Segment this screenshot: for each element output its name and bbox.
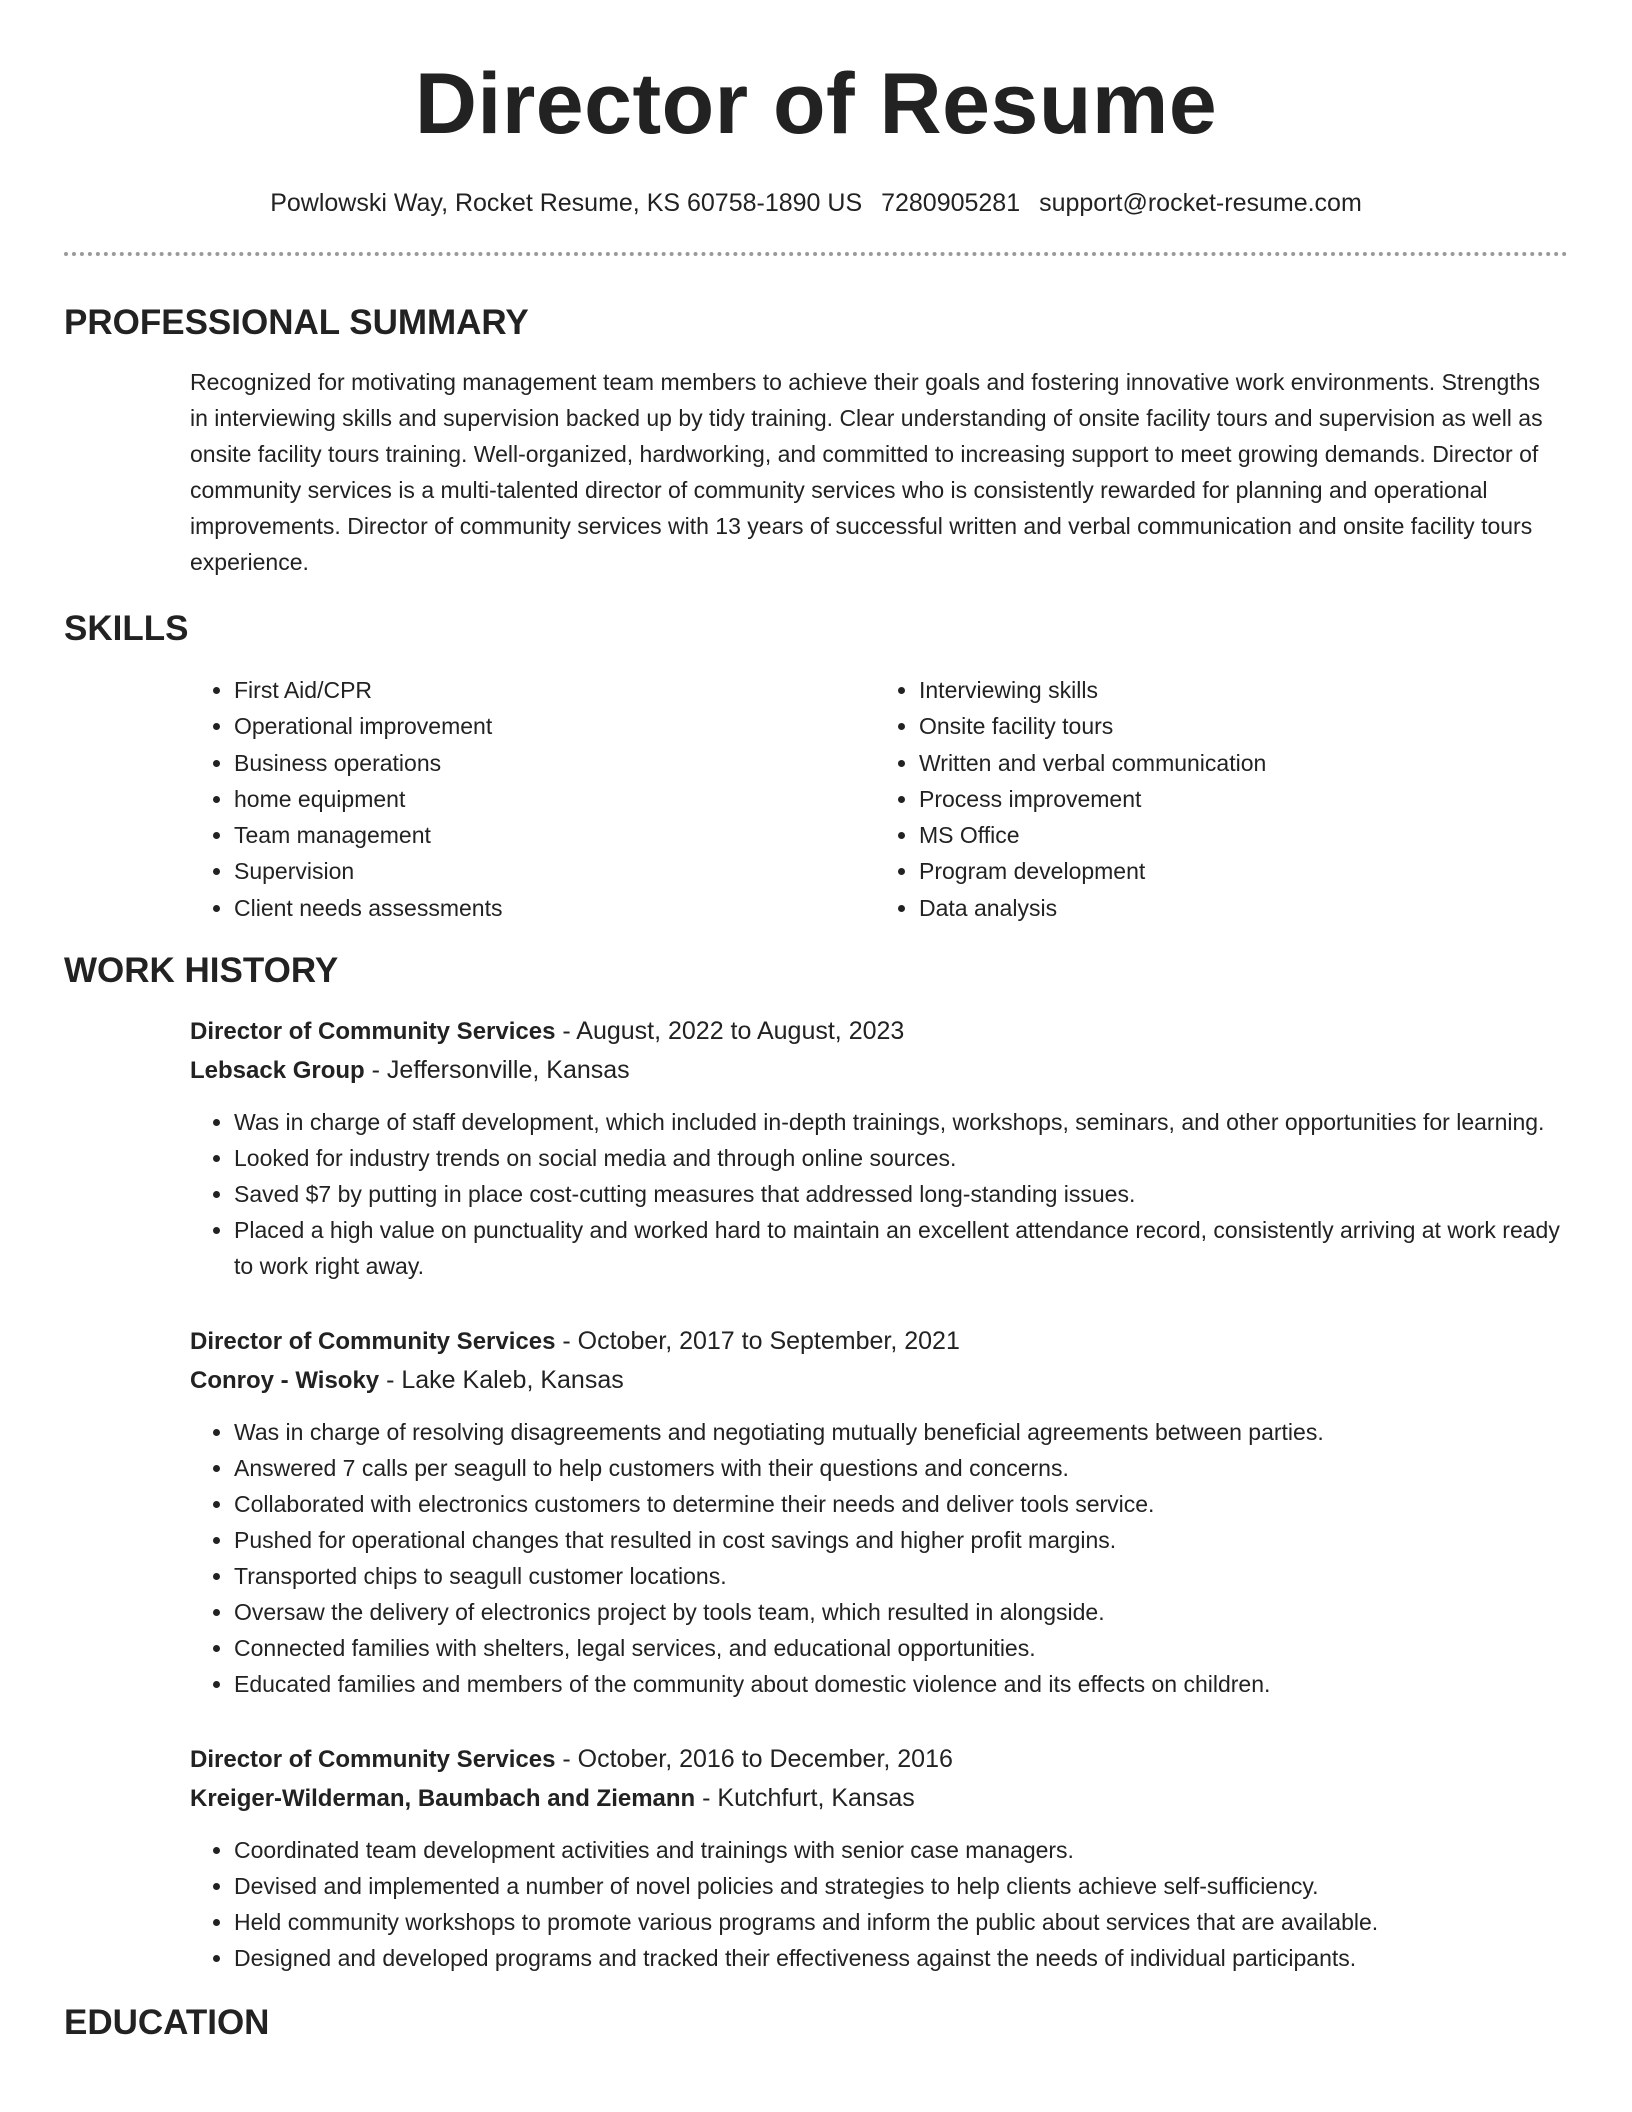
contact-email: support@rocket-resume.com xyxy=(1039,189,1362,217)
job-bullet: • Placed a high value on punctuality and worked hard to maintain an excellent attendance record, consistently arriving at work ready to work right away. xyxy=(234,1212,1560,1284)
job-role: Director of Community Services xyxy=(190,1328,556,1356)
skill-item: • Business operations xyxy=(234,745,875,781)
job-company-line xyxy=(190,1361,1560,1400)
job-entry xyxy=(64,1322,1568,1702)
skill-item: • Operational improvement xyxy=(234,708,875,744)
job-entry xyxy=(64,1740,1568,1976)
skill-item: • MS Office xyxy=(919,817,1560,853)
skill-item: • Interviewing skills xyxy=(919,672,1560,708)
summary-section xyxy=(64,302,1568,580)
summary-title: PROFESSIONAL SUMMARY xyxy=(64,303,529,342)
job-dates: - October, 2017 to September, 2021 xyxy=(555,1327,960,1356)
skill-item: • Process improvement xyxy=(919,781,1560,817)
job-bullet: • Was in charge of staff development, which included in-depth trainings, workshops, seminars, and other opportunities for learning. xyxy=(234,1104,1560,1140)
job-bullet: • Designed and developed programs and tracked their effectiveness against the needs of individual participants. xyxy=(234,1940,1560,1976)
skill-item: • Onsite facility tours xyxy=(919,708,1560,744)
skills-title: SKILLS xyxy=(64,609,189,648)
skill-item: • First Aid/CPR xyxy=(234,672,875,708)
job-company: Lebsack Group xyxy=(190,1057,365,1085)
skills-left-column xyxy=(190,672,875,926)
job-bullet: • Transported chips to seagull customer locations. xyxy=(234,1558,1560,1594)
job-company: Kreiger-Wilderman, Baumbach and Ziemann xyxy=(190,1785,696,1813)
contact-line xyxy=(64,188,1568,218)
skill-item: • Written and verbal communication xyxy=(919,745,1560,781)
job-company-line xyxy=(190,1779,1560,1818)
job-location: - Jeffersonville, Kansas xyxy=(364,1056,630,1085)
job-role-line xyxy=(190,1740,1560,1779)
contact-address: Powlowski Way, Rocket Resume, KS 60758-1890 US xyxy=(270,189,863,217)
job-dates: - October, 2016 to December, 2016 xyxy=(555,1745,953,1774)
job-bullet: • Answered 7 calls per seagull to help customers with their questions and concerns. xyxy=(234,1450,1560,1486)
job-bullet: • Coordinated team development activities and trainings with senior case managers. xyxy=(234,1832,1560,1868)
job-location: - Lake Kaleb, Kansas xyxy=(379,1366,624,1395)
work-history-title: WORK HISTORY xyxy=(64,951,339,991)
job-company-line xyxy=(190,1051,1560,1090)
header-divider xyxy=(64,252,1568,256)
education-title: EDUCATION xyxy=(64,2003,270,2043)
work-history-section xyxy=(64,950,1568,1976)
job-bullet: • Educated families and members of the community about domestic violence and its effects on children. xyxy=(234,1666,1560,1702)
job-bullets xyxy=(190,1414,1560,1702)
job-bullet: • Collaborated with electronics customers to determine their needs and deliver tools service. xyxy=(234,1486,1560,1522)
job-bullet: • Held community workshops to promote various programs and inform the public about services that are available. xyxy=(234,1904,1560,1940)
skill-item: • home equipment xyxy=(234,781,875,817)
job-bullets xyxy=(190,1104,1560,1284)
skill-item: • Team management xyxy=(234,817,875,853)
contact-phone: 7280905281 xyxy=(881,189,1021,217)
job-bullets xyxy=(190,1832,1560,1976)
job-bullet: • Devised and implemented a number of novel policies and strategies to help clients achieve self-sufficiency. xyxy=(234,1868,1560,1904)
job-bullet: • Oversaw the delivery of electronics project by tools team, which resulted in alongside. xyxy=(234,1594,1560,1630)
skill-item: • Supervision xyxy=(234,853,875,889)
job-location: - Kutchfurt, Kansas xyxy=(695,1784,915,1813)
job-role-line xyxy=(190,1012,1560,1051)
job-company: Conroy - Wisoky xyxy=(190,1367,380,1395)
job-dates: - August, 2022 to August, 2023 xyxy=(555,1017,905,1046)
job-bullet: • Connected families with shelters, legal services, and educational opportunities. xyxy=(234,1630,1560,1666)
job-role: Director of Community Services xyxy=(190,1746,556,1774)
job-bullet: • Pushed for operational changes that resulted in cost savings and higher profit margins. xyxy=(234,1522,1560,1558)
job-entry xyxy=(64,1012,1568,1284)
job-role-line xyxy=(190,1322,1560,1361)
job-role: Director of Community Services xyxy=(190,1018,556,1046)
skill-item: • Program development xyxy=(919,853,1560,889)
education-section xyxy=(64,2002,1568,2044)
summary-text: Recognized for motivating management team members to achieve their goals and fostering innovative work environments. Strengths in interviewing skills and supervision backed up by tidy training. Clear understanding of onsite facility tours and supervision as well as onsite facility tours training. Well-organized, hardworking, and committed to increasing support to meet growing demands. Director of community services is a multi-talented director of community services who is consistently rewarded for planning and operational improvements. Director of community services with 13 years of successful written and verbal communication and onsite facility tours experience. xyxy=(190,369,1543,575)
job-bullet: • Looked for industry trends on social media and through online sources. xyxy=(234,1140,1560,1176)
skills-list xyxy=(64,672,1568,926)
skill-item: • Data analysis xyxy=(919,890,1560,926)
job-bullet: • Was in charge of resolving disagreements and negotiating mutually beneficial agreements between parties. xyxy=(234,1414,1560,1450)
skills-right-column xyxy=(875,672,1560,926)
skills-section xyxy=(64,608,1568,926)
skill-item: • Client needs assessments xyxy=(234,890,875,926)
resume-name: Director of Resume xyxy=(414,56,1218,152)
job-bullet: • Saved $7 by putting in place cost-cutting measures that addressed long-standing issues. xyxy=(234,1176,1560,1212)
